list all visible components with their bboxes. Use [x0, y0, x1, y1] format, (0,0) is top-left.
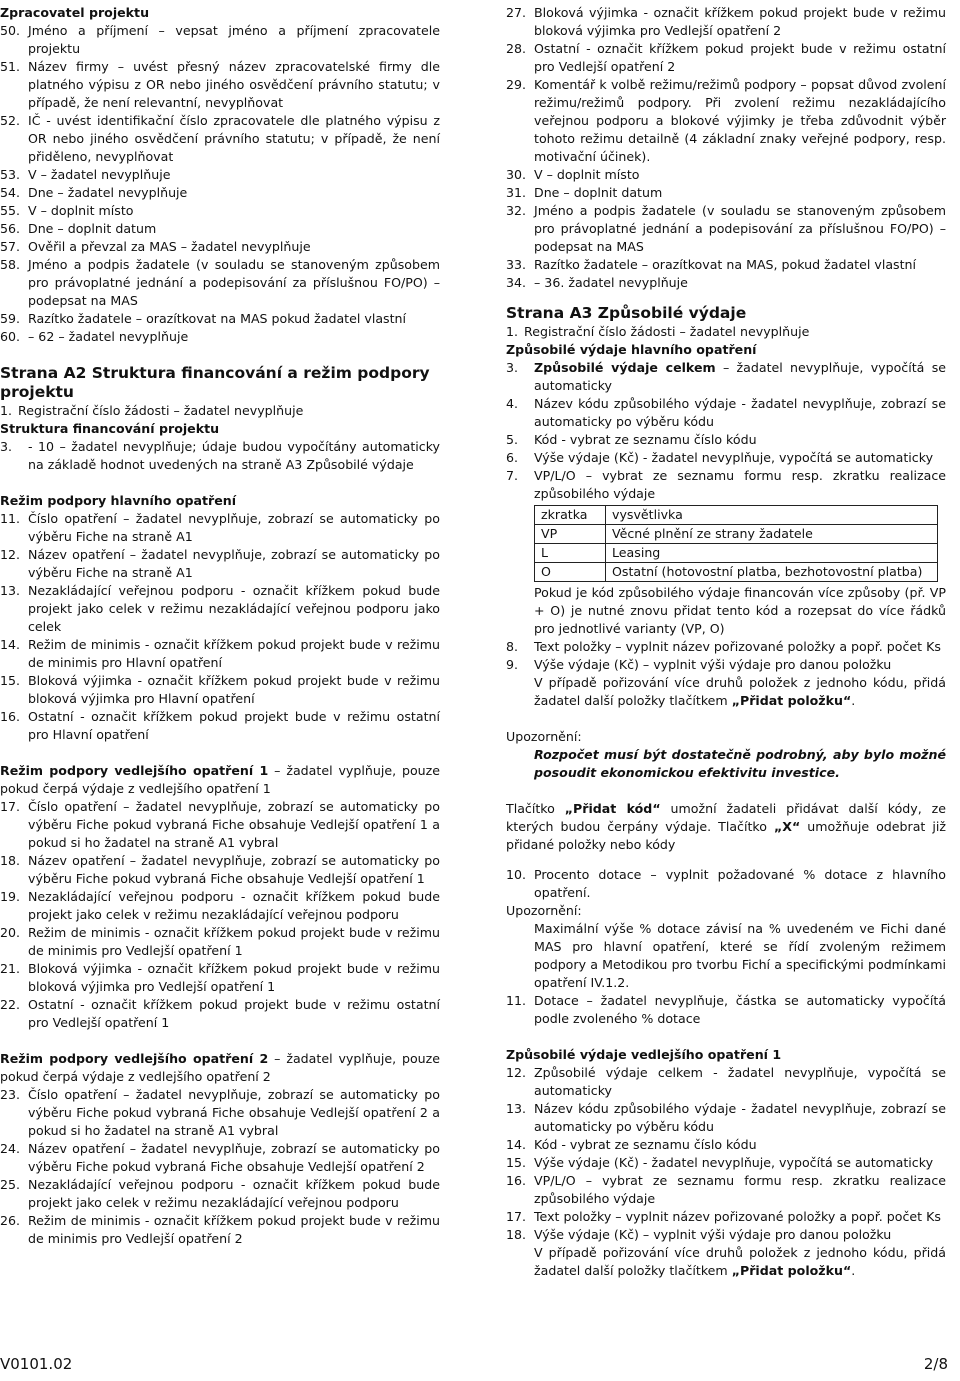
item-number: 11. [0, 511, 21, 526]
list-item [506, 1172, 946, 1208]
notice-label: Upozornění: [506, 729, 582, 744]
list-item [0, 238, 440, 256]
item-number: 15. [0, 673, 21, 688]
list-item [0, 996, 440, 1032]
list-item [506, 1136, 946, 1154]
list-item [0, 1212, 440, 1248]
item-text: Razítko žadatele – orazítkovat na MAS, pokud žadatel vlastní [534, 257, 917, 272]
item-text: Název firmy – uvést přesný název zpracovatelské firmy dle platného výpisu z OR nebo jiného osvědčení právního statutu; v případě, že není relevantní, nevyplňovat [28, 59, 440, 110]
list-item [506, 274, 946, 292]
item-number: 19. [0, 889, 21, 904]
item-number: 29. [506, 77, 527, 92]
item-text: Režim de minimis - označit křížkem pokud projekt bude v režimu de minimis pro Vedlejší opatření 2 [28, 1213, 440, 1246]
item-number: 15. [506, 1155, 527, 1170]
list-item [506, 395, 946, 431]
list-item [0, 166, 440, 184]
warning-text: Rozpočet musí být dostatečně podrobný, aby bylo možné posoudit ekonomickou efektivitu investice. [534, 747, 946, 780]
list-item [506, 866, 946, 902]
item-number: 14. [506, 1137, 527, 1152]
item-number: 4. [506, 396, 519, 411]
item-text: Název opatření – žadatel nevyplňuje, zobrazí se automaticky po výběru Fiche pokud vybraná Fiche obsahuje Vedlejší opatření 2 [28, 1141, 440, 1174]
item-text: Dne – doplnit datum [28, 221, 157, 236]
item-text: Režim de minimis - označit křížkem pokud projekt bude v režimu de minimis pro Hlavní opatření [28, 637, 440, 670]
spacer [0, 1032, 440, 1050]
list-item [0, 960, 440, 996]
item-number: 1. [506, 324, 519, 339]
list-item [506, 449, 946, 467]
item-number: 58. [0, 257, 21, 272]
item-text: V – žadatel nevyplňuje [28, 167, 171, 182]
item-number: 20. [0, 925, 21, 940]
list-item [0, 924, 440, 960]
item-text: Výše výdaje (Kč) – vyplnit výši výdaje pro danou položku [534, 657, 892, 672]
section-heading: Režim podpory vedlejšího opatření 2 – žadatel vyplňuje, pouze pokud čerpá výdaje z vedlejšího opatření 2 [0, 1051, 441, 1084]
item-number: 17. [506, 1209, 527, 1224]
table-cell: Věcné plnění ze strany žadatele [606, 525, 938, 544]
item-number: 53. [0, 167, 21, 182]
item-number: 22. [0, 997, 21, 1012]
item-number: 1. [0, 403, 13, 418]
item-number: 31. [506, 185, 527, 200]
list-item [506, 656, 946, 674]
table-row [535, 525, 938, 544]
item-number: 18. [506, 1227, 527, 1242]
table-row [535, 544, 938, 563]
item-text: Kód - vybrat ze seznamu číslo kódu [534, 432, 757, 447]
spacer [506, 710, 946, 728]
list-item [0, 852, 440, 888]
item-text: VP/L/O – vybrat ze seznamu formu resp. zkratku realizace způsobilého výdaje [534, 468, 946, 501]
table-row [535, 506, 938, 525]
list-item [506, 1226, 946, 1244]
item-text: Název kódu způsobilého výdaje - žadatel nevyplňuje, zobrazí se automaticky po výběru kódu [534, 1101, 946, 1134]
table-cell: zkratka [535, 506, 606, 525]
item-text: Registrační číslo žádosti – žadatel nevyplňuje [18, 403, 304, 418]
list-item [506, 1208, 946, 1226]
item-number: 11. [506, 993, 527, 1008]
item-number: 32. [506, 203, 527, 218]
page-section-title: Strana A2 Struktura financování a režim podpory projektu [0, 364, 430, 401]
list-item [0, 510, 440, 546]
spacer [0, 346, 440, 364]
list-item [0, 22, 440, 58]
paragraph: Maximální výše % dotace závisí na % uvedeném ve Fichi dané MAS pro hlavní opatření, které se řídí zvoleným režimem podpory a Metodikou pro tvorbu Fichí a specifickými podmínkami opatření IV.1.2. [534, 921, 946, 990]
item-number: 33. [506, 257, 527, 272]
table-cell: vysvětlivka [606, 506, 938, 525]
list-item [0, 256, 440, 310]
table-cell: Leasing [606, 544, 938, 563]
item-text: Bloková výjimka - označit křížkem pokud projekt bude v režimu bloková výjimka pro Hlavní opatření [28, 673, 440, 706]
list-item [0, 438, 440, 474]
spacer [0, 474, 440, 492]
list-item [0, 672, 440, 708]
item-text: - 10 – žadatel nevyplňuje; údaje budou vypočítány automaticky na základě hodnot uvedených na straně A3 Způsobilé výdaje [28, 439, 440, 472]
item-number: 27. [506, 5, 527, 20]
item-number: 55. [0, 203, 21, 218]
item-text: Bloková výjimka - označit křížkem pokud projekt bude v režimu bloková výjimka pro Vedlejší opatření 1 [28, 961, 440, 994]
item-text: Text položky – vyplnit název pořizované položky a popř. počet Ks [534, 1209, 941, 1224]
list-item [506, 1100, 946, 1136]
item-text: Jméno a příjmení – vepsat jméno a příjmení zpracovatele projektu [28, 23, 440, 56]
item-text: Ostatní - označit křížkem pokud projekt bude v režimu ostatní pro Hlavní opatření [28, 709, 440, 742]
item-text: Dne – žadatel nevyplňuje [28, 185, 188, 200]
item-text: V – doplnit místo [534, 167, 640, 182]
left-column [0, 4, 440, 1248]
page-section-title: Strana A3 Způsobilé výdaje [506, 304, 747, 322]
list-item [506, 166, 946, 184]
list-item [506, 638, 946, 656]
item-text: Režim de minimis - označit křížkem pokud projekt bude v režimu de minimis pro Vedlejší opatření 1 [28, 925, 440, 958]
item-text: Číslo opatření – žadatel nevyplňuje, zobrazí se automaticky po výběru Fiche pokud vybraná Fiche obsahuje Vedlejší opatření 2 a pokud si ho žadatel na straně A1 vybral [28, 1087, 440, 1138]
spacer [506, 854, 946, 866]
item-text-bold: Způsobilé výdaje celkem [534, 360, 716, 375]
item-number: 34. [506, 275, 527, 290]
item-text: Registrační číslo žádosti – žadatel nevyplňuje [524, 324, 810, 339]
footer-page-number: 2/8 [923, 1355, 948, 1373]
list-item [0, 310, 440, 328]
item-number: 30. [506, 167, 527, 182]
table-row [535, 563, 938, 582]
item-text: Kód - vybrat ze seznamu číslo kódu [534, 1137, 757, 1152]
paragraph: Pokud je kód způsobilého výdaje financován více způsoby (př. VP + O) je nutné znovu přidat tento kód a rozepsat do více řádků pro jednotlivé varianty (VP, O) [534, 585, 946, 636]
item-number: 51. [0, 59, 21, 74]
heading-bold: Režim podpory vedlejšího opatření 1 [0, 763, 269, 778]
item-number: 7. [506, 468, 519, 483]
spacer [506, 1028, 946, 1046]
item-number: 13. [0, 583, 21, 598]
item-text: Způsobilé výdaje celkem – žadatel nevyplňuje, vypočítá se automaticky [534, 360, 946, 393]
item-number: 13. [506, 1101, 527, 1116]
list-item [0, 1176, 440, 1212]
list-item [506, 4, 946, 40]
list-item [506, 359, 946, 395]
list-item [506, 256, 946, 274]
item-number: 18. [0, 853, 21, 868]
item-text: Komentář k volbě režimu/režimů podpory – popsat důvod zvolení režimu/režimů podpory. Při zvolení režimu nezakládajícího veřejnou podporu a blokové výjimky je třeba zdůvodnit výběr tohoto režimu detailně (4 základní znaky veřejné podpory, resp. motivační účinek). [534, 77, 946, 164]
list-item [0, 328, 440, 346]
item-text: VP/L/O – vybrat ze seznamu formu resp. zkratku realizace způsobilého výdaje [534, 1173, 946, 1206]
section-heading: Struktura financování projektu [0, 421, 220, 436]
list-item [0, 636, 440, 672]
item-number: 28. [506, 41, 527, 56]
item-text: Razítko žadatele – orazítkovat na MAS pokud žadatel vlastní [28, 311, 407, 326]
list-item [0, 888, 440, 924]
section-heading: Způsobilé výdaje vedlejšího opatření 1 [506, 1047, 782, 1062]
section-heading: Zpracovatel projektu [0, 5, 150, 20]
item-text: Výše výdaje (Kč) - žadatel nevyplňuje, vypočítá se automaticky [534, 1155, 934, 1170]
item-number: 5. [506, 432, 519, 447]
item-text: Jméno a podpis žadatele (v souladu se stanoveným způsobem pro právoplatné jednání a podepisování za příslušnou FO/PO) – podepsat na MAS [28, 257, 440, 308]
item-number: 6. [506, 450, 519, 465]
section-heading: Režim podpory vedlejšího opatření 1 – žadatel vyplňuje, pouze pokud čerpá výdaje z vedlejšího opatření 1 [0, 763, 441, 796]
item-number: 3. [506, 360, 519, 375]
item-number: 25. [0, 1177, 21, 1192]
footer-version: V0101.02 [0, 1355, 73, 1373]
item-text: Text položky – vyplnit název pořizované položky a popř. počet Ks [534, 639, 941, 654]
item-text: Dotace – žadatel nevyplňuje, částka se automaticky vypočítá podle zvoleného % dotace [534, 993, 946, 1026]
item-text: Výše výdaje (Kč) - žadatel nevyplňuje, vypočítá se automaticky [534, 450, 934, 465]
table-cell: Ostatní (hotovostní platba, bezhotovostní platba) [606, 563, 938, 582]
paragraph: Tlačítko „Přidat kód“ umožní žadateli přidávat další kódy, ze kterých budou čerpány výdaje. Tlačítko „X“ umožňuje odebrat již přidané položky nebo kódy [506, 801, 947, 852]
item-text: Ověřil a převzal za MAS – žadatel nevyplňuje [28, 239, 311, 254]
right-column [506, 4, 946, 1280]
section-heading: Režim podpory hlavního opatření [0, 493, 237, 508]
item-number: 59. [0, 311, 21, 326]
heading-bold: Režim podpory vedlejšího opatření 2 [0, 1051, 269, 1066]
item-text: Číslo opatření – žadatel nevyplňuje, zobrazí se automaticky po výběru Fiche pokud vybraná Fiche obsahuje Vedlejší opatření 1 a pokud si ho žadatel na straně A1 vybral [28, 799, 440, 850]
item-number: 12. [506, 1065, 527, 1080]
list-item [506, 431, 946, 449]
list-item [0, 582, 440, 636]
item-number: 52. [0, 113, 21, 128]
list-item [0, 202, 440, 220]
table-cell: O [535, 563, 606, 582]
list-item [506, 323, 946, 341]
item-text: Nezakládající veřejnou podporu - označit křížkem pokud bude projekt jako celek v režimu nezakládající veřejnou podporu [28, 889, 440, 922]
item-number: 16. [0, 709, 21, 724]
list-item [0, 58, 440, 112]
item-text: Nezakládající veřejnou podporu - označit křížkem pokud bude projekt jako celek v režimu nezakládající veřejnou podporu [28, 1177, 440, 1210]
list-item [506, 76, 946, 166]
list-item [506, 467, 946, 503]
list-item [506, 1154, 946, 1172]
item-text: – 36. žadatel nevyplňuje [534, 275, 688, 290]
item-number: 9. [506, 657, 519, 672]
list-item [506, 202, 946, 256]
button-name: „Přidat položku“ [731, 1263, 852, 1278]
spacer [0, 744, 440, 762]
item-number: 56. [0, 221, 21, 236]
item-text: Dne – doplnit datum [534, 185, 663, 200]
item-text: Číslo opatření – žadatel nevyplňuje, zobrazí se automaticky po výběru Fiche na straně A1 [28, 511, 440, 544]
list-item [0, 798, 440, 852]
paragraph: V případě pořizování více druhů položek z jednoho kódu, přidá žadatel další položky tlačítkem „Přidat položku“. [534, 675, 946, 708]
list-item [506, 184, 946, 202]
item-text: Název opatření – žadatel nevyplňuje, zobrazí se automaticky po výběru Fiche pokud vybraná Fiche obsahuje Vedlejší opatření 1 [28, 853, 440, 886]
button-name: „Přidat položku“ [731, 693, 852, 708]
item-number: 16. [506, 1173, 527, 1188]
item-number: 57. [0, 239, 21, 254]
button-name: „X“ [774, 819, 801, 834]
item-text: IČ - uvést identifikační číslo zpracovatele dle platného výpisu z OR nebo jiného osvědčení právního statutu; v případě, že není přiděleno, nevyplňovat [28, 113, 440, 164]
notice-label: Upozornění: [506, 903, 582, 918]
item-number: 60. [0, 329, 21, 344]
item-number: 12. [0, 547, 21, 562]
spacer [506, 782, 946, 800]
item-text: Ostatní - označit křížkem pokud projekt bude v režimu ostatní pro Vedlejší opatření 1 [28, 997, 440, 1030]
paragraph: V případě pořizování více druhů položek z jednoho kódu, přidá žadatel další položky tlačítkem „Přidat položku“. [534, 1245, 946, 1278]
list-item [0, 546, 440, 582]
item-text: Nezakládající veřejnou podporu - označit křížkem pokud bude projekt jako celek v režimu nezakládající veřejnou podporu jako celek [28, 583, 440, 634]
item-text: Jméno a podpis žadatele (v souladu se stanoveným způsobem pro právoplatné jednání a podepisování za příslušnou FO/PO) – podepsat na MAS [534, 203, 946, 254]
item-text: V – doplnit místo [28, 203, 134, 218]
item-text: Způsobilé výdaje celkem - žadatel nevyplňuje, vypočítá se automaticky [534, 1065, 946, 1098]
list-item [506, 40, 946, 76]
item-number: 8. [506, 639, 519, 654]
item-text: Bloková výjimka - označit křížkem pokud projekt bude v režimu bloková výjimka pro Vedlejší opatření 2 [534, 5, 946, 38]
item-text: – 62 – žadatel nevyplňuje [28, 329, 189, 344]
item-number: 21. [0, 961, 21, 976]
list-item [506, 992, 946, 1028]
list-item [0, 184, 440, 202]
item-number: 54. [0, 185, 21, 200]
item-number: 10. [506, 867, 527, 882]
item-text: Procento dotace – vyplnit požadované % dotace z hlavního opatření. [534, 867, 946, 900]
list-item [0, 1140, 440, 1176]
list-item [0, 220, 440, 238]
list-item [506, 1064, 946, 1100]
item-text: Název opatření – žadatel nevyplňuje, zobrazí se automaticky po výběru Fiche na straně A1 [28, 547, 440, 580]
item-number: 14. [0, 637, 21, 652]
spacer [506, 292, 946, 304]
item-number: 3. [0, 439, 13, 454]
item-number: 50. [0, 23, 21, 38]
item-number: 26. [0, 1213, 21, 1228]
abbreviation-table [534, 505, 938, 582]
item-text: Ostatní - označit křížkem pokud projekt bude v režimu ostatní pro Vedlejší opatření 2 [534, 41, 946, 74]
list-item [0, 402, 440, 420]
item-number: 23. [0, 1087, 21, 1102]
table-cell: L [535, 544, 606, 563]
table-cell: VP [535, 525, 606, 544]
item-text: Název kódu způsobilého výdaje - žadatel nevyplňuje, zobrazí se automaticky po výběru kódu [534, 396, 946, 429]
item-number: 24. [0, 1141, 21, 1156]
list-item [0, 1086, 440, 1140]
list-item [0, 708, 440, 744]
item-number: 17. [0, 799, 21, 814]
button-name: „Přidat kód“ [564, 801, 661, 816]
section-heading: Způsobilé výdaje hlavního opatření [506, 342, 757, 357]
item-text: Výše výdaje (Kč) – vyplnit výši výdaje pro danou položku [534, 1227, 892, 1242]
list-item [0, 112, 440, 166]
